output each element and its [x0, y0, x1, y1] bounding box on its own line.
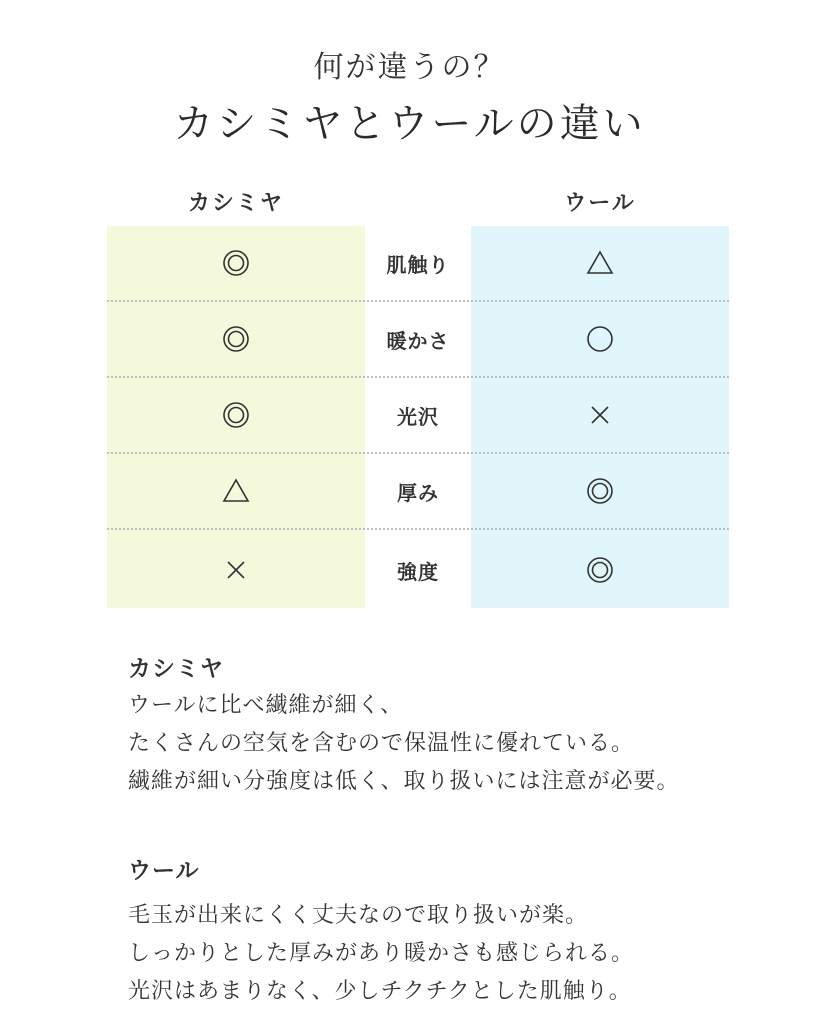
- wool-rating: [471, 532, 729, 608]
- wool-description: [128, 852, 788, 1011]
- double-circle-icon: [222, 325, 250, 353]
- cashmere-rating: [107, 378, 365, 452]
- wool-rating: [471, 454, 729, 528]
- table-row: [107, 532, 729, 608]
- description-line: 繊維が細い分強度は低く、取り扱いには注意が必要。: [128, 769, 680, 794]
- description-line: たくさんの空気を含むので保温性に優れている。: [128, 731, 635, 756]
- double-circle-icon: [586, 556, 614, 584]
- cross-icon: [222, 556, 250, 584]
- row-label: 肌触り: [386, 252, 450, 277]
- circle-icon: [586, 325, 614, 353]
- column-header-wool: ウール: [564, 191, 636, 216]
- cashmere-description: [128, 650, 788, 801]
- cashmere-rating: [107, 454, 365, 528]
- wool-rating: [471, 226, 729, 300]
- description-title: ウール: [128, 858, 200, 884]
- row-label: 厚み: [397, 480, 439, 505]
- cashmere-rating: [107, 302, 365, 376]
- double-circle-icon: [222, 249, 250, 277]
- wool-rating: [471, 378, 729, 452]
- row-label: 強度: [397, 559, 439, 584]
- page-subtitle: 何が違うの？: [313, 50, 506, 85]
- description-line: 毛玉が出来にくく丈夫なので取り扱いが楽。: [128, 903, 589, 928]
- description-title: カシミヤ: [128, 656, 224, 682]
- double-circle-icon: [586, 477, 614, 505]
- double-circle-icon: [222, 401, 250, 429]
- triangle-icon: [222, 477, 250, 505]
- table-row: [107, 226, 729, 302]
- comparison-table: [107, 226, 729, 608]
- wool-rating: [471, 302, 729, 376]
- cashmere-rating: [107, 532, 365, 608]
- description-line: ウールに比べ繊維が細く、: [128, 693, 404, 718]
- row-label: 光沢: [397, 404, 439, 429]
- triangle-icon: [586, 249, 614, 277]
- table-row: [107, 302, 729, 378]
- page-title: カシミヤとウールの違い: [173, 101, 646, 147]
- cross-icon: [586, 401, 614, 429]
- description-line: しっかりとした厚みがあり暖かさも感じられる。: [128, 941, 635, 966]
- cashmere-rating: [107, 226, 365, 300]
- description-line: 光沢はあまりなく、少しチクチクとした肌触り。: [128, 979, 632, 1004]
- row-label: 暖かさ: [386, 328, 450, 353]
- table-row: [107, 378, 729, 454]
- table-row: [107, 454, 729, 530]
- column-header-cashmere: カシミヤ: [187, 191, 284, 216]
